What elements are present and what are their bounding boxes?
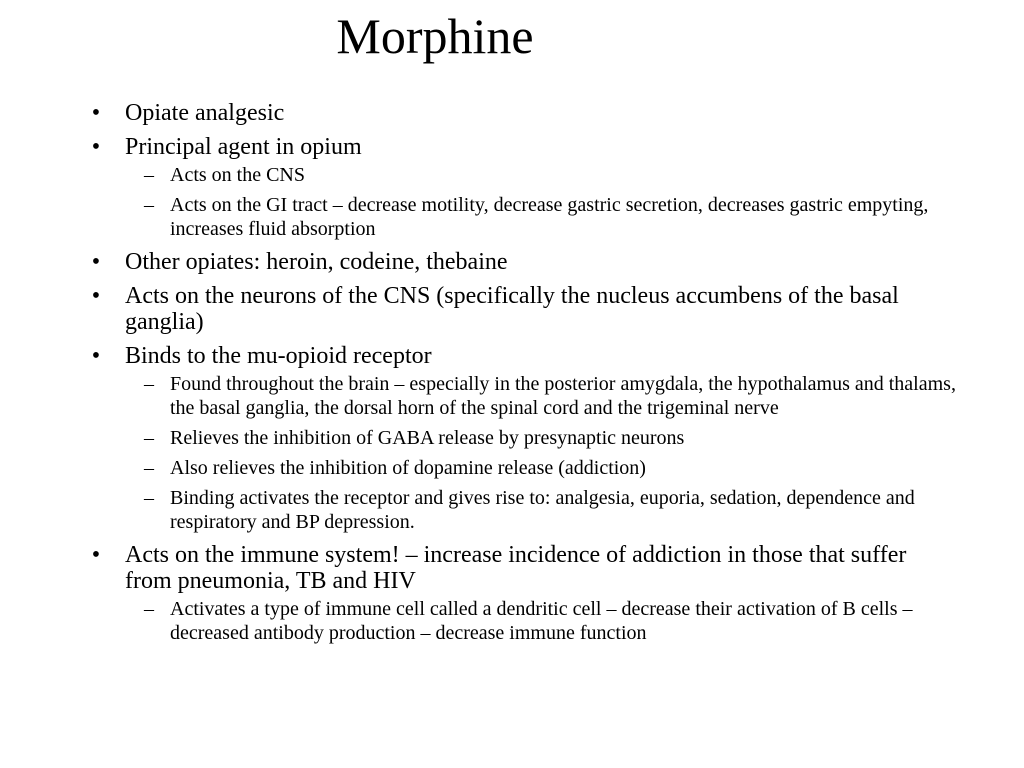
sub-bullet-item: [125, 597, 954, 645]
bullet-list: [0, 100, 1024, 645]
sub-bullet-item: [125, 486, 954, 534]
sub-bullet-list: [125, 597, 954, 645]
sub-bullet-text: Acts on the CNS: [170, 164, 305, 186]
sub-bullet-list: [125, 372, 954, 534]
sub-bullet-text: Relieves the inhibition of GABA release by presynaptic neurons: [170, 427, 685, 449]
bullet-item: [0, 283, 1024, 335]
bullet-item: [0, 249, 1024, 275]
bullet-text: Opiate analgesic: [125, 100, 285, 126]
sub-bullet-text: Binding activates the receptor and gives rise to: analgesia, euporia, sedation, dependence and respiratory and BP depression.: [170, 487, 915, 533]
sub-bullet-text: Found throughout the brain – especially in the posterior amygdala, the hypothalamus and thalams, the basal ganglia, the dorsal horn of the spinal cord and the trigeminal nerve: [170, 373, 956, 419]
bullet-item: [0, 100, 1024, 126]
bullet-marker: •: [91, 343, 101, 369]
sub-bullet-list: [125, 163, 954, 241]
sub-bullet-item: [125, 426, 954, 450]
dash-marker: –: [144, 373, 154, 395]
bullet-item: [0, 134, 1024, 241]
dash-marker: –: [144, 598, 154, 620]
dash-marker: –: [144, 487, 154, 509]
bullet-item: [0, 542, 1024, 645]
bullet-marker: •: [91, 283, 101, 309]
dash-marker: –: [144, 194, 154, 216]
bullet-text: Acts on the immune system! – increase incidence of addiction in those that suffer from pneumonia, TB and HIV: [125, 542, 907, 594]
bullet-text: Other opiates: heroin, codeine, thebaine: [125, 249, 508, 275]
sub-bullet-text: Activates a type of immune cell called a dendritic cell – decrease their activation of B cells – decreased antibody production – decrease immune function: [170, 598, 913, 644]
sub-bullet-text: Acts on the GI tract – decrease motility, decrease gastric secretion, decreases gastric empyting, increases fluid absorption: [170, 194, 929, 240]
bullet-marker: •: [91, 249, 101, 275]
sub-bullet-item: [125, 456, 954, 480]
bullet-item: [0, 343, 1024, 534]
bullet-marker: •: [91, 134, 101, 160]
sub-bullet-item: [125, 193, 954, 241]
bullet-text: Principal agent in opium: [125, 134, 362, 160]
bullet-marker: •: [91, 100, 101, 126]
bullet-text: Acts on the neurons of the CNS (specifically the nucleus accumbens of the basal ganglia): [125, 283, 899, 335]
sub-bullet-text: Also relieves the inhibition of dopamine release (addiction): [170, 457, 646, 479]
dash-marker: –: [144, 457, 154, 479]
slide-title: Morphine: [336, 8, 534, 64]
bullet-text: Binds to the mu-opioid receptor: [125, 343, 432, 369]
dash-marker: –: [144, 164, 154, 186]
sub-bullet-item: [125, 372, 954, 420]
bullet-marker: •: [91, 542, 101, 568]
dash-marker: –: [144, 427, 154, 449]
sub-bullet-item: [125, 163, 954, 187]
